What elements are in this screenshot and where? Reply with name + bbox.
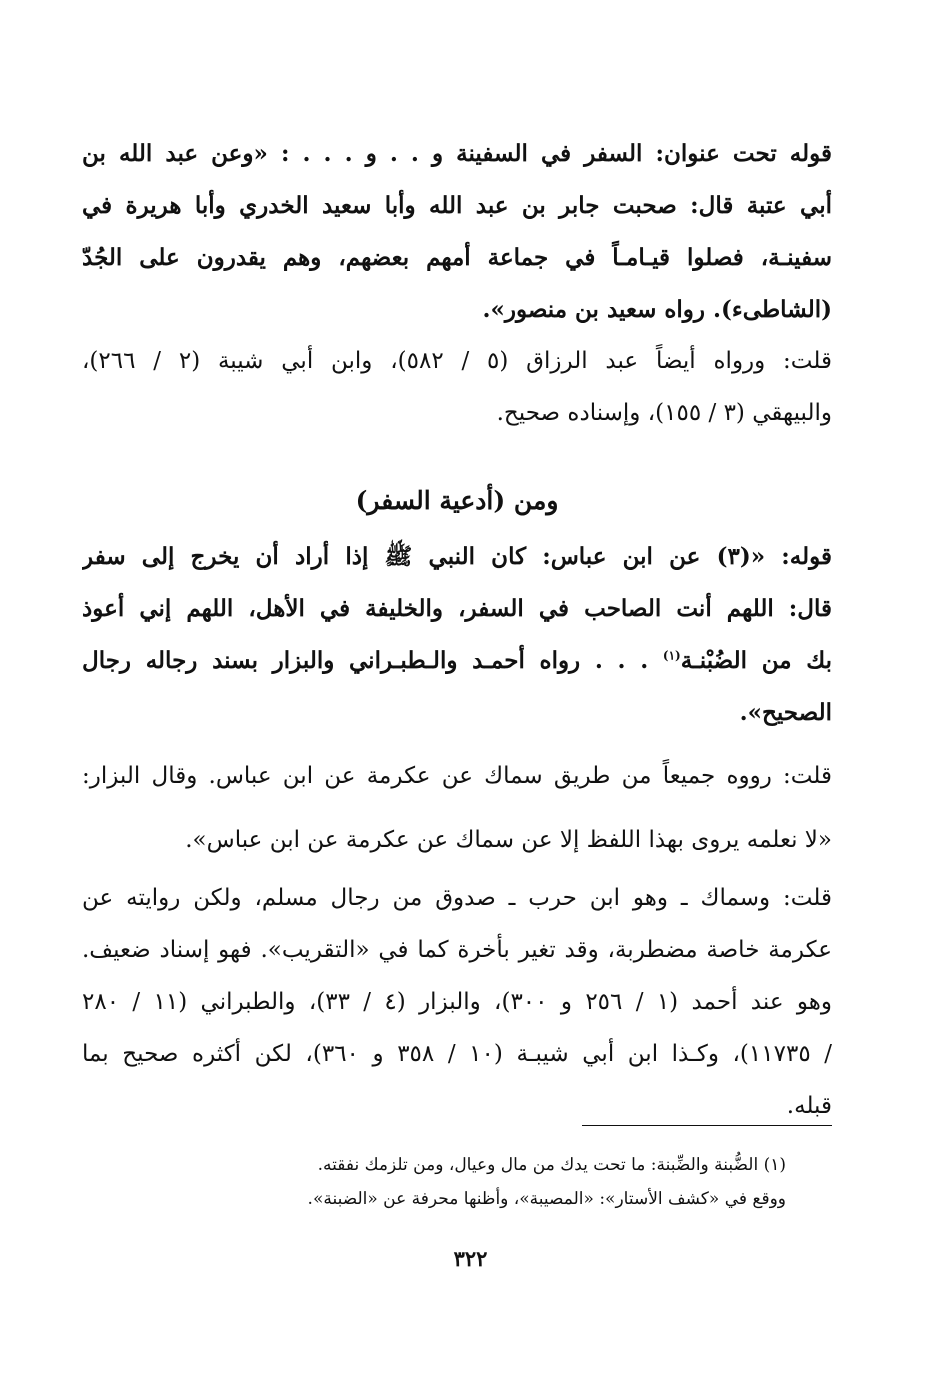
text-line: قلت: رووه جميعاً من طريق سماك عن عكرمة عن ابن عباس. وقال البزار: [82,763,832,789]
text-line: قلت: ورواه أيضاً عبد الرزاق (٥ / ٥٨٢)، وابن أبي شيبة (٢ / ٢٦٦)، [82,348,832,374]
text-line-with-note [82,635,832,687]
footnote-line: (١) الضُّبنة والضِّبنة: ما تحت يدك من مال وعيال، ومن تلزمك نفقته. [317,1155,786,1175]
text-line: الصحيح». [739,699,832,726]
text-segment: بك من الضُبْنـة [680,647,832,674]
paragraph-safina-quote [82,128,832,336]
section-heading: ومن (أدعية السفر) [355,486,559,515]
text-line: وهو عند أحمد (١ / ٢٥٦ و ٣٠٠)، والبزار (٤ / ٣٣)، والطبراني (١١ / ٢٨٠ [82,989,832,1015]
text-line: سفينـة، فصلوا قيـامـاً في جماعة أمهم بعضهم، وهم يقدرون على الجُدّ [82,244,832,271]
text-line: (الشاطىء). رواه سعيد بن منصور». [482,296,832,323]
paragraph-dua-comment [82,750,832,802]
paragraph-simak-assessment [82,872,832,1132]
text-line: «لا نعلمه يروى بهذا اللفظ إلا عن سماك عن عكرمة عن ابن عباس». [185,827,832,853]
text-line: قلت: وسماك ـ وهو ابن حرب ـ صدوق من رجال مسلم، ولكن روايته عن [82,885,832,911]
text-line: قوله: «(٣) عن ابن عباس: كان النبي ﷺ إذا أراد أن يخرج إلى سفر [82,543,832,570]
paragraph-bazzar-quote [82,814,832,866]
text-line: / ١١٧٣٥)، وكـذا ابن أبي شيبـة (١٠ / ٣٥٨ و ٣٦٠)، لكن أكثره صحيح بما [82,1041,832,1067]
text-line: قال: اللهم أنت الصاحب في السفر، والخليفة في الأهل، اللهم إني أعوذ [82,595,832,622]
text-line: والبيهقي (٣ / ١٥٥)، وإسناده صحيح. [496,400,832,426]
footnote-line: ووقع في «كشف الأستار»: «المصيبة»، وأظنها محرفة عن «الضبنة». [307,1189,786,1209]
footnotes [240,1148,786,1216]
text-line: قوله تحت عنوان: السفر في السفينة و . . و . . . : «وعن عبد الله بن [82,140,832,167]
page-number: ٣٢٢ [453,1246,488,1271]
text-segment: . . . رواه أحمـد والـطبـراني والبزار بسند رجاله رجال [82,647,663,674]
paragraph-safina-comment [82,335,832,439]
paragraph-dua-quote [82,531,832,739]
footnote-marker: (١) [662,648,681,663]
footnote-divider [582,1125,832,1126]
text-line: عكرمة خاصة مضطربة، وقد تغير بأخرة كما في «التقريب». فهو إسناد ضعيف. [82,937,832,963]
text-line: أبي عتبة قال: صحبت جابر بن عبد الله وأبا سعيد الخدري وأبا هريرة في [82,192,832,219]
text-line: قبله. [786,1093,832,1119]
